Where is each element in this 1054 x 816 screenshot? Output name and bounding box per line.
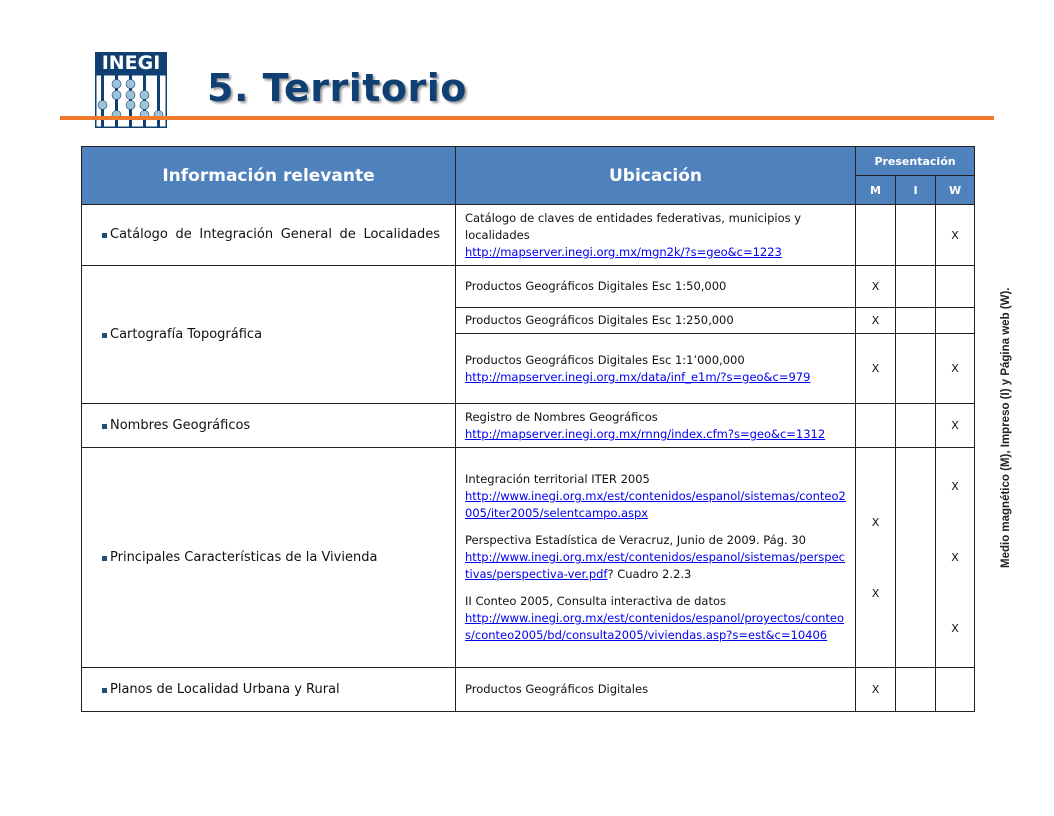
- location-text: Perspectiva Estadística de Veracruz, Junio de 2009. Pág. 30: [465, 533, 806, 547]
- info-text: Principales Características de la Vivienda: [110, 550, 378, 565]
- table-row: [82, 404, 975, 448]
- mark-m: [856, 404, 896, 448]
- info-cell: [82, 205, 456, 266]
- location-cell: Productos Geográficos Digitales: [456, 668, 856, 712]
- header-info: Información relevante: [82, 147, 456, 205]
- bullet-icon: [102, 424, 107, 429]
- page-title: 5. Territorio: [207, 66, 467, 110]
- location-text: ? Cuadro 2.2.3: [607, 567, 692, 581]
- location-cell: [456, 205, 856, 266]
- bullet-icon: [102, 688, 107, 693]
- location-cell: [456, 448, 856, 668]
- mark-m: [856, 205, 896, 266]
- table-row: [82, 668, 975, 712]
- mark-w: [936, 448, 975, 668]
- mark-i: [896, 448, 936, 668]
- header-location: Ubicación: [456, 147, 856, 205]
- side-note: Medio magnético (M), Impreso (I) y Página web (W).: [1000, 287, 1012, 568]
- mark-value: X: [951, 551, 959, 564]
- territory-table: [81, 146, 975, 712]
- info-text: Nombres Geográficos: [110, 418, 251, 433]
- mark-w: X: [936, 334, 975, 404]
- mark-value: X: [871, 515, 880, 529]
- mark-i: [896, 668, 936, 712]
- location-text: Catálogo de claves de entidades federativas, municipios y localidades: [465, 210, 802, 242]
- mark-w: [936, 668, 975, 712]
- mark-w: X: [936, 205, 975, 266]
- mark-i: [896, 266, 936, 308]
- info-cell: [82, 404, 456, 448]
- mark-value: X: [951, 622, 959, 635]
- location-link[interactable]: http://www.inegi.org.mx/est/contenidos/espanol/proyectos/conteos/conteo2005/bd/consulta2005/viviendas.asp?s=est&c=10406: [465, 611, 845, 642]
- table-row: [82, 205, 975, 266]
- location-text: Integración territorial ITER 2005: [465, 472, 650, 486]
- header-i: I: [896, 176, 936, 205]
- mark-value: X: [951, 480, 959, 493]
- mark-i: [896, 334, 936, 404]
- mark-value: X: [871, 586, 880, 600]
- location-link[interactable]: http://mapserver.inegi.org.mx/data/inf_e1m/?s=geo&c=979: [465, 369, 811, 384]
- table-row: [82, 448, 975, 668]
- mark-w: X: [936, 404, 975, 448]
- location-text: Registro de Nombres Geográficos: [465, 409, 658, 424]
- mark-i: [896, 404, 936, 448]
- info-cell: [82, 668, 456, 712]
- info-text: Catálogo de Integración General de Localidades: [110, 227, 440, 242]
- location-cell: Productos Geográficos Digitales Esc 1:50,000: [456, 266, 856, 308]
- header-presentation: Presentación: [856, 147, 975, 176]
- mark-m: X: [856, 266, 896, 308]
- mark-w: [936, 308, 975, 334]
- info-text: Cartografía Topográfica: [110, 327, 263, 342]
- location-text: II Conteo 2005, Consulta interactiva de datos: [465, 594, 726, 608]
- location-cell: [456, 334, 856, 404]
- mark-m: [856, 448, 896, 668]
- info-cell: [82, 266, 456, 404]
- bullet-icon: [102, 556, 107, 561]
- mark-w: [936, 266, 975, 308]
- mark-m: X: [856, 308, 896, 334]
- location-cell: Productos Geográficos Digitales Esc 1:250,000: [456, 308, 856, 334]
- location-link[interactable]: http://mapserver.inegi.org.mx/rnng/index.cfm?s=geo&c=1312: [465, 426, 826, 441]
- bullet-icon: [102, 233, 107, 238]
- bullet-icon: [102, 333, 107, 338]
- mark-m: X: [856, 668, 896, 712]
- logo-text: INEGI: [95, 52, 167, 74]
- header-m: M: [856, 176, 896, 205]
- table-row: [82, 266, 975, 308]
- location-text: Productos Geográficos Digitales Esc 1:1’000,000: [465, 352, 745, 367]
- location-cell: [456, 404, 856, 448]
- location-link[interactable]: http://www.inegi.org.mx/est/contenidos/espanol/sistemas/perspectivas/perspectiva-ver.pdf: [465, 550, 845, 581]
- header-divider: [60, 116, 994, 120]
- info-text: Planos de Localidad Urbana y Rural: [110, 682, 340, 697]
- header-w: W: [936, 176, 975, 205]
- mark-i: [896, 308, 936, 334]
- mark-m: X: [856, 334, 896, 404]
- location-link[interactable]: http://www.inegi.org.mx/est/contenidos/espanol/sistemas/conteo2005/iter2005/selentcampo.aspx: [465, 489, 846, 520]
- location-link[interactable]: http://mapserver.inegi.org.mx/mgn2k/?s=geo&c=1223: [465, 244, 782, 259]
- info-cell: [82, 448, 456, 668]
- mark-i: [896, 205, 936, 266]
